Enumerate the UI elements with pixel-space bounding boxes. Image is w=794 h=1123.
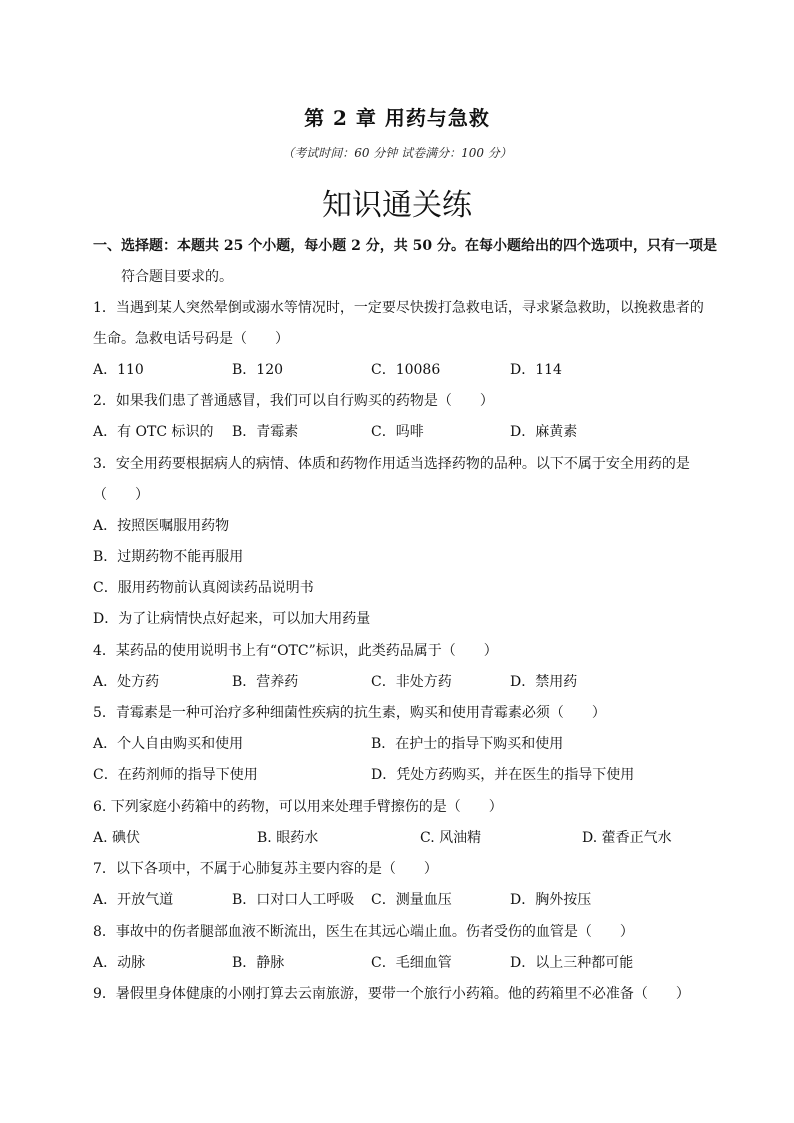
option-d: D．114 — [510, 362, 562, 378]
option-b: B. 眼药水 — [257, 830, 319, 846]
option-c: C．毛细血管 — [371, 955, 452, 971]
option-d: D．为了让病情快点好起来，可以加大用药量 — [93, 611, 371, 627]
chapter-title: 第 2 章 用药与急救 — [304, 106, 490, 130]
option-c: C．10086 — [371, 362, 441, 378]
option-b: B．过期药物不能再服用 — [93, 549, 244, 565]
option-b: B．120 — [232, 362, 284, 378]
question-stem: 4．某药品的使用说明书上有“OTC”标识，此类药品属于（ ） — [93, 643, 498, 659]
option-c: C. 风油精 — [420, 830, 482, 846]
question-stem: 1．当遇到某人突然晕倒或溺水等情况时，一定要尽快拨打急救电话，寻求紧急救助，以挽救患者的 — [93, 300, 704, 316]
question-stem: 9．暑假里身体健康的小刚打算去云南旅游，要带一个旅行小药箱。他的药箱里不必准备（ ） — [93, 986, 690, 1002]
question-stem: 生命。急救电话号码是（ ） — [93, 331, 289, 347]
option-b: B．静脉 — [232, 955, 285, 971]
option-c: C．非处方药 — [371, 674, 452, 690]
option-c: C．在药剂师的指导下使用 — [93, 767, 258, 783]
section-title: 知识通关练 — [322, 188, 472, 223]
option-a: A．个人自由购买和使用 — [93, 736, 244, 752]
option-b: B．营养药 — [232, 674, 299, 690]
option-a: A．处方药 — [93, 674, 160, 690]
question-stem: 7．以下各项中，不属于心肺复苏主要内容的是（ ） — [93, 861, 438, 877]
exam-info: （考试时间：60 分钟 试卷满分：100 分） — [282, 146, 512, 160]
question-stem: 8．事故中的伤者腿部血液不断流出，医生在其远心端止血。伤者受伤的血管是（ ） — [93, 924, 634, 940]
question-stem: 2．如果我们患了普通感冒，我们可以自行购买的药物是（ ） — [93, 393, 494, 409]
option-a: A．按照医嘱服用药物 — [93, 518, 230, 534]
option-b: B．青霉素 — [232, 424, 299, 440]
option-b: B．在护士的指导下购买和使用 — [371, 736, 564, 752]
option-a: A. 碘伏 — [93, 830, 141, 846]
question-stem: 5．青霉素是一种可治疗多种细菌性疾病的抗生素，购买和使用青霉素必须（ ） — [93, 705, 606, 721]
option-a: A．有 OTC 标识的 — [93, 424, 214, 440]
question-stem: 3．安全用药要根据病人的病情、体质和药物作用适当选择药物的品种。以下不属于安全用药的是 — [93, 456, 690, 472]
instruction-line: 符合题目要求的。 — [121, 269, 233, 285]
option-b: B．口对口人工呼吸 — [232, 892, 355, 908]
option-a: A．110 — [93, 362, 144, 378]
option-c: C．服用药物前认真阅读药品说明书 — [93, 580, 314, 596]
question-stem: 6. 下列家庭小药箱中的药物，可以用来处理手臂擦伤的是（ ） — [93, 799, 503, 815]
option-d: D. 藿香正气水 — [582, 830, 672, 846]
option-c: C．吗啡 — [371, 424, 424, 440]
question-stem: （ ） — [93, 487, 149, 503]
instruction-line: 一、选择题：本题共 25 个小题，每小题 2 分，共 50 分。在每小题给出的四个选项中，只有一项是 — [93, 238, 717, 254]
option-d: D．胸外按压 — [510, 892, 592, 908]
option-d: D．以上三种都可能 — [510, 955, 634, 971]
option-a: A．动脉 — [93, 955, 146, 971]
option-a: A．开放气道 — [93, 892, 174, 908]
option-d: D．麻黄素 — [510, 424, 578, 440]
option-d: D．凭处方药购买，并在医生的指导下使用 — [371, 767, 635, 783]
option-d: D．禁用药 — [510, 674, 578, 690]
option-c: C．测量血压 — [371, 892, 452, 908]
